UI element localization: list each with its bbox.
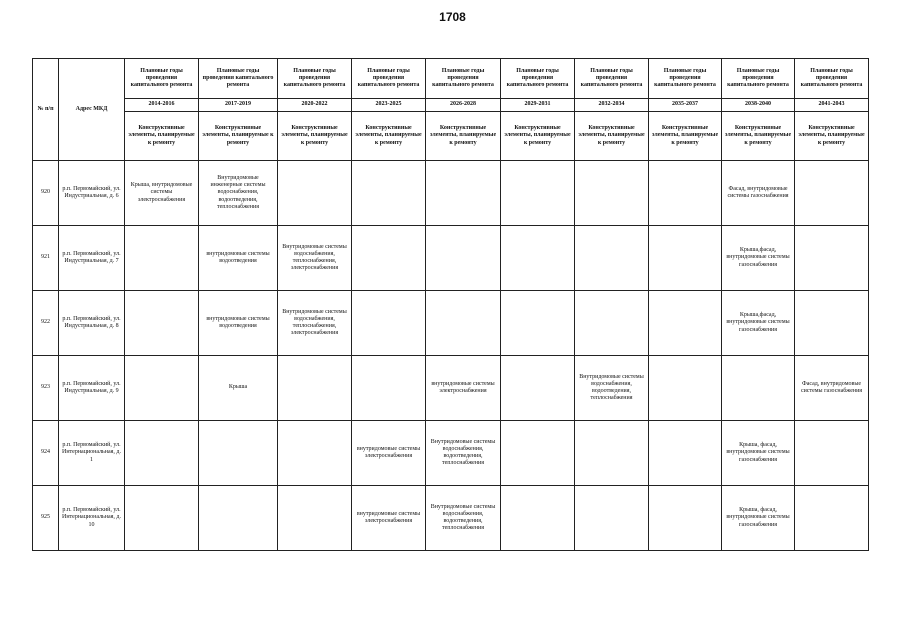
repair-cell <box>352 291 426 356</box>
repair-cell <box>722 356 795 421</box>
period-elements: Конструктивные элементы, планируемые к ремонту <box>199 112 278 161</box>
period-elements: Конструктивные элементы, планируемые к ремонту <box>649 112 722 161</box>
repair-cell <box>649 291 722 356</box>
row-address: р.п. Первомайский, ул. Интернациональная, д. 1 <box>59 421 125 486</box>
repair-cell: Фасад, внутридомовые системы газоснабжения <box>722 161 795 226</box>
table-row <box>33 226 869 291</box>
period-title: Плановые годы проведения капитального ремонта <box>199 59 278 99</box>
period-years: 2020-2022 <box>278 99 352 112</box>
period-years: 2032-2034 <box>575 99 649 112</box>
repair-cell <box>575 486 649 551</box>
repair-cell <box>501 356 575 421</box>
repair-cell <box>199 421 278 486</box>
repair-cell: внутридомовые системы электроснабжения <box>352 486 426 551</box>
repair-cell <box>426 291 501 356</box>
period-title: Плановые годы проведения капитального ремонта <box>426 59 501 99</box>
period-title: Плановые годы проведения капитального ремонта <box>575 59 649 99</box>
table-row <box>33 421 869 486</box>
period-title: Плановые годы проведения капитального ремонта <box>125 59 199 99</box>
repair-cell <box>501 161 575 226</box>
repair-cell <box>352 161 426 226</box>
repair-cell: Фасад, внутридомовые системы газоснабжения <box>795 356 869 421</box>
repair-cell <box>352 226 426 291</box>
repair-cell <box>278 356 352 421</box>
period-years: 2026-2028 <box>426 99 501 112</box>
repair-cell <box>795 226 869 291</box>
table-row <box>33 486 869 551</box>
repair-cell <box>352 356 426 421</box>
period-years: 2017-2019 <box>199 99 278 112</box>
row-number: 924 <box>33 421 59 486</box>
repair-cell <box>649 161 722 226</box>
repair-cell: Внутридомовые системы водоснабжения, водоотведения, теплоснабжения <box>426 421 501 486</box>
repair-cell <box>199 486 278 551</box>
period-years: 2035-2037 <box>649 99 722 112</box>
table-row <box>33 356 869 421</box>
repair-cell: Крыша, фасад, внутридомовые системы газоснабжения <box>722 421 795 486</box>
repair-cell: Внутридомовые системы водоснабжения, водоотведения, теплоснабжения <box>426 486 501 551</box>
period-elements: Конструктивные элементы, планируемые к ремонту <box>575 112 649 161</box>
num-header: № п/п <box>33 59 59 161</box>
row-number: 921 <box>33 226 59 291</box>
repair-cell: Крыша <box>199 356 278 421</box>
repair-cell <box>426 161 501 226</box>
period-title: Плановые годы проведения капитального ремонта <box>722 59 795 99</box>
period-elements: Конструктивные элементы, планируемые к ремонту <box>278 112 352 161</box>
repair-cell <box>501 226 575 291</box>
repair-cell <box>125 421 199 486</box>
repair-cell <box>125 356 199 421</box>
repair-cell <box>649 486 722 551</box>
row-number: 922 <box>33 291 59 356</box>
period-years: 2038-2040 <box>722 99 795 112</box>
period-elements: Конструктивные элементы, планируемые к ремонту <box>125 112 199 161</box>
row-address: р.п. Первомайский, ул. Индустриальная, д. 9 <box>59 356 125 421</box>
repair-cell <box>575 291 649 356</box>
address-header: Адрес МКД <box>59 59 125 161</box>
repair-cell <box>501 291 575 356</box>
row-address: р.п. Первомайский, ул. Индустриальная, д. 7 <box>59 226 125 291</box>
repair-cell: Крыша,фасад, внутридомовые системы газоснабжения <box>722 291 795 356</box>
period-title: Плановые годы проведения капитального ремонта <box>795 59 869 99</box>
repair-cell <box>278 161 352 226</box>
header-title-row <box>33 59 869 99</box>
repair-cell: внутридомовые системы электроснабжения <box>352 421 426 486</box>
repair-cell <box>795 161 869 226</box>
repair-cell <box>125 291 199 356</box>
period-years: 2029-2031 <box>501 99 575 112</box>
repair-cell <box>795 291 869 356</box>
repair-cell <box>795 421 869 486</box>
repair-cell: Крыша, внутридомовые системы электроснабжения <box>125 161 199 226</box>
row-number: 925 <box>33 486 59 551</box>
period-years: 2041-2043 <box>795 99 869 112</box>
repair-cell <box>649 421 722 486</box>
period-title: Плановые годы проведения капитального ремонта <box>352 59 426 99</box>
repair-cell: внутридомовые системы водоотведения <box>199 291 278 356</box>
row-address: р.п. Первомайский, ул. Интернациональная, д. 10 <box>59 486 125 551</box>
repair-cell <box>125 226 199 291</box>
repair-cell <box>501 486 575 551</box>
repair-cell <box>795 486 869 551</box>
repair-cell <box>575 226 649 291</box>
header-years-row <box>33 99 869 112</box>
period-elements: Конструктивные элементы, планируемые к ремонту <box>501 112 575 161</box>
period-title: Плановые годы проведения капитального ремонта <box>501 59 575 99</box>
table-row <box>33 291 869 356</box>
header-elements-row <box>33 112 869 161</box>
period-elements: Конструктивные элементы, планируемые к ремонту <box>426 112 501 161</box>
repair-cell <box>575 161 649 226</box>
row-address: р.п. Первомайский, ул. Индустриальная, д. 6 <box>59 161 125 226</box>
repair-cell: внутридомовые системы водоотведения <box>199 226 278 291</box>
repair-cell <box>278 421 352 486</box>
repair-cell: Крыша,фасад, внутридомовые системы газоснабжения <box>722 226 795 291</box>
row-address: р.п. Первомайский, ул. Индустриальная, д. 8 <box>59 291 125 356</box>
repair-cell <box>278 486 352 551</box>
period-elements: Конструктивные элементы, планируемые к ремонту <box>795 112 869 161</box>
repair-cell <box>501 421 575 486</box>
repair-cell: Внутридомовые системы водоснабжения, теплоснабжения, электроснабжения <box>278 226 352 291</box>
repair-cell: Внутридомовые системы водоснабжения, теплоснабжения, электроснабжения <box>278 291 352 356</box>
repair-cell: внутридомовые системы электроснабжения <box>426 356 501 421</box>
period-years: 2023-2025 <box>352 99 426 112</box>
table-row <box>33 161 869 226</box>
repair-cell <box>426 226 501 291</box>
period-elements: Конструктивные элементы, планируемые к ремонту <box>352 112 426 161</box>
repair-cell: Внутридомовые системы водоснабжения, водоотведения, теплоснабжения <box>575 356 649 421</box>
period-title: Плановые годы проведения капитального ремонта <box>278 59 352 99</box>
period-years: 2014-2016 <box>125 99 199 112</box>
repair-cell <box>125 486 199 551</box>
capital-repair-table <box>32 58 869 551</box>
period-title: Плановые годы проведения капитального ремонта <box>649 59 722 99</box>
repair-cell: Внутридомовые инженерные системы водоснабжения, водоотведения, теплоснабжения <box>199 161 278 226</box>
repair-cell <box>649 356 722 421</box>
row-number: 923 <box>33 356 59 421</box>
repair-cell: Крыша, фасад, внутридомовые системы газоснабжения <box>722 486 795 551</box>
period-elements: Конструктивные элементы, планируемые к ремонту <box>722 112 795 161</box>
page-number: 1708 <box>439 10 466 24</box>
repair-cell <box>575 421 649 486</box>
repair-cell <box>649 226 722 291</box>
row-number: 920 <box>33 161 59 226</box>
